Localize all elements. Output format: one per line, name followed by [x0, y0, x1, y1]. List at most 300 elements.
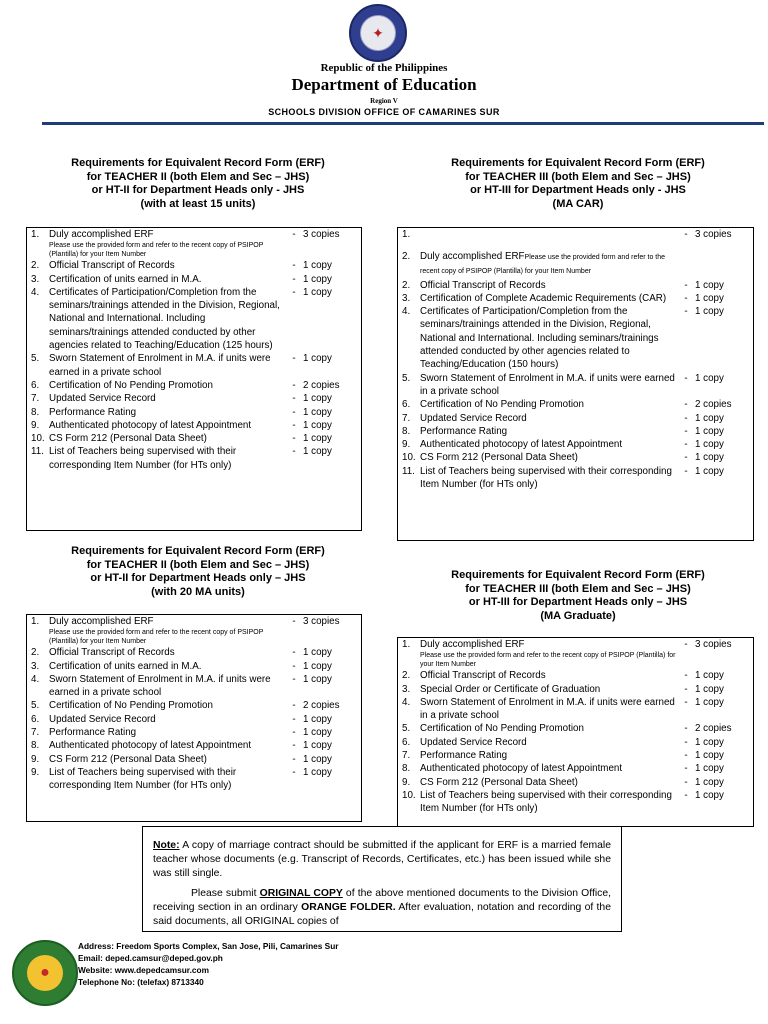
item-number: 9.	[402, 776, 411, 788]
item-quantity: 1 copy	[695, 465, 724, 477]
item-number: 9.	[31, 766, 40, 778]
requirement-row	[27, 660, 361, 673]
item-description	[49, 699, 285, 712]
item-quantity: 1 copy	[303, 740, 332, 752]
item-quantity: 3 copies	[695, 639, 732, 650]
item-description	[49, 673, 285, 700]
item-quantity: 1 copy	[695, 372, 724, 384]
item-number: 4.	[402, 306, 411, 318]
item-text: Special Order or Certificate of Graduation	[420, 683, 601, 695]
item-quantity: 1 copy	[303, 647, 332, 659]
item-description	[49, 286, 285, 352]
note-text: A copy of marriage contract should be submitted if the applicant for ERF is a married female teacher whose documents (e.g. Transcript of Records, Certificates, etc.) has been issued while she was still single.	[153, 840, 611, 879]
item-text: Official Transcript of Records	[49, 260, 175, 272]
item-number: 3.	[31, 273, 40, 285]
item-quantity: 1 copy	[695, 683, 724, 695]
item-number: 2.	[402, 279, 411, 291]
item-number: 4.	[31, 673, 40, 685]
requirement-row	[27, 259, 361, 272]
item-number: 10.	[31, 433, 45, 445]
item-number: 1.	[31, 229, 40, 240]
item-dash: -	[684, 696, 688, 708]
footer-email[interactable]: Email: deped.camsur@deped.gov.ph	[78, 953, 223, 963]
requirement-row	[398, 292, 753, 305]
title-line: Requirements for Equivalent Record Form (ERF)	[451, 157, 705, 169]
title-line: for TEACHER III (both Elem and Sec – JHS)	[465, 170, 691, 183]
title-line: or HT-II for Department Heads only - JHS	[91, 184, 305, 196]
item-text: Authenticated photocopy of latest Appointment	[49, 419, 252, 431]
item-dash: -	[684, 399, 688, 411]
item-text: List of Teachers being supervised with their corresponding Item Number (for HTs only)	[49, 446, 237, 471]
item-quantity: 1 copy	[695, 412, 724, 424]
item-dash: -	[292, 713, 296, 725]
requirement-row	[27, 286, 361, 352]
item-dash: -	[292, 406, 296, 418]
item-dash: -	[684, 683, 688, 695]
item-quantity: 1 copy	[695, 292, 724, 304]
item-description	[49, 379, 285, 392]
item-dash: -	[292, 673, 296, 685]
item-description	[420, 250, 677, 279]
title-line: or HT-II for Department Heads only – JHS	[90, 572, 306, 584]
item-number: 2.	[31, 260, 40, 272]
requirement-row	[27, 406, 361, 419]
submission-note	[142, 826, 622, 932]
sdo-camarines-sur-logo-icon	[12, 940, 78, 1006]
item-description	[420, 412, 677, 425]
note-text: of the above mentioned documents to the Division Office, receiving section in an ordinary	[153, 888, 611, 913]
requirement-row	[398, 465, 753, 492]
item-number: 10.	[402, 789, 416, 801]
item-quantity	[695, 250, 753, 279]
item-dash: -	[684, 723, 688, 735]
item-quantity: 1 copy	[303, 260, 332, 272]
item-text: Sworn Statement of Enrolment in M.A. if units were earned in a private school	[420, 696, 675, 722]
item-dash: -	[684, 229, 688, 240]
item-quantity: 1 copy	[695, 452, 724, 464]
item-number: 6.	[402, 736, 411, 748]
item-number: 2.	[402, 670, 411, 682]
item-description	[420, 722, 677, 735]
item-description	[49, 726, 285, 739]
item-quantity: 1 copy	[695, 670, 724, 682]
item-number: 1.	[402, 229, 411, 240]
requirement-row	[27, 739, 361, 752]
item-description	[420, 762, 677, 775]
item-description	[420, 638, 677, 669]
item-dash: -	[292, 433, 296, 445]
item-text: CS Form 212 (Personal Data Sheet)	[49, 433, 207, 445]
item-dash: -	[292, 419, 296, 431]
item-description	[420, 228, 677, 250]
item-number: 7.	[402, 750, 411, 762]
item-dash: -	[684, 750, 688, 762]
title-line: for TEACHER III (both Elem and Sec – JHS)	[465, 582, 691, 595]
item-description	[49, 753, 285, 766]
item-text: Updated Service Record	[420, 736, 527, 748]
item-dash: -	[684, 452, 688, 464]
item-text: Certificates of Participation/Completion from the seminars/trainings attended in the Division, Regional, National and International. Including seminars/trainings attended conducted by other agencies related to Teaching/Education (150 hours)	[420, 306, 659, 371]
item-quantity: 1 copy	[695, 736, 724, 748]
contact-footer	[78, 940, 339, 988]
item-number: 2.	[402, 251, 411, 262]
item-dash: -	[292, 393, 296, 405]
item-text: Certification of No Pending Promotion	[49, 700, 213, 712]
requirement-row	[398, 250, 753, 279]
department-title: Department of Education	[291, 75, 477, 94]
item-quantity: 1 copy	[303, 286, 332, 298]
requirement-row	[398, 722, 753, 735]
item-quantity: 1 copy	[695, 306, 724, 318]
title-line: or HT-III for Department Heads only – JHS	[468, 596, 688, 608]
item-text: Certification of units earned in M.A.	[49, 660, 202, 672]
requirement-row	[398, 736, 753, 749]
requirement-row	[27, 352, 361, 379]
requirement-row	[398, 638, 753, 669]
item-quantity: 1 copy	[303, 766, 332, 778]
requirement-row	[27, 753, 361, 766]
requirements-box-teacher3-magraduate	[397, 637, 754, 827]
item-description	[49, 352, 285, 379]
requirement-row	[398, 789, 753, 816]
title-line: for TEACHER II (both Elem and Sec – JHS)	[86, 170, 310, 183]
item-description	[420, 438, 677, 451]
republic-heading: Republic of the Philippines	[320, 62, 448, 74]
item-dash: -	[292, 616, 296, 627]
item-quantity: 2 copies	[695, 723, 732, 735]
item-text: Authenticated photocopy of latest Appointment	[49, 740, 252, 752]
item-number: 1.	[402, 639, 411, 650]
item-dash: -	[292, 766, 296, 778]
item-description	[49, 713, 285, 726]
item-number: 6.	[31, 713, 40, 725]
item-quantity: 1 copy	[303, 673, 332, 685]
item-description	[420, 292, 677, 305]
item-number: 3.	[402, 683, 411, 695]
seal-center-icon: ✦	[360, 15, 396, 51]
item-description	[49, 259, 285, 272]
requirement-row	[398, 425, 753, 438]
item-description	[420, 696, 677, 723]
item-description	[49, 739, 285, 752]
item-description	[49, 392, 285, 405]
item-description	[420, 736, 677, 749]
section-title-teacher2-20units	[22, 545, 374, 599]
requirements-box-teacher2-20units	[26, 614, 362, 822]
item-description	[49, 766, 285, 793]
section-title-teacher3-macar	[398, 157, 758, 211]
requirement-row	[398, 228, 753, 250]
item-number: 3.	[31, 660, 40, 672]
requirement-row	[27, 615, 361, 646]
item-description	[49, 445, 285, 472]
item-text: Performance Rating	[420, 425, 508, 437]
item-dash: -	[684, 372, 688, 384]
deped-seal-icon	[349, 4, 407, 62]
item-number: 5.	[402, 723, 411, 735]
requirement-row	[27, 646, 361, 659]
requirement-row	[398, 398, 753, 411]
requirement-row	[398, 305, 753, 371]
item-quantity: 1 copy	[695, 750, 724, 762]
note-label: Note:	[153, 840, 180, 851]
title-line: (with 20 MA units)	[151, 585, 245, 598]
item-dash: -	[292, 273, 296, 285]
item-text: Official Transcript of Records	[420, 279, 546, 291]
footer-telephone: Telephone No: (telefax) 8713340	[78, 977, 204, 987]
requirement-row	[27, 713, 361, 726]
title-line: (MA Graduate)	[540, 609, 616, 622]
item-dash: -	[684, 670, 688, 682]
footer-website[interactable]: Website: www.depedcamsur.com	[78, 965, 209, 975]
item-text: Updated Service Record	[49, 393, 156, 405]
item-description	[420, 465, 677, 492]
item-text: Sworn Statement of Enrolment in M.A. if units were earned in a private school	[420, 372, 675, 397]
item-note: Please use the provided form and refer to the recent copy of PSIPOP (Plantilla) for your Item Number	[420, 254, 666, 276]
item-number: 11.	[402, 465, 415, 477]
item-quantity: 3 copies	[695, 229, 732, 240]
item-text: Duly accomplished ERF	[420, 639, 525, 650]
item-number: 2.	[31, 647, 40, 659]
header-divider	[42, 122, 764, 125]
item-quantity: 1 copy	[695, 696, 724, 708]
item-quantity: 3 copies	[303, 229, 340, 240]
item-text: Performance Rating	[420, 750, 508, 762]
item-quantity: 3 copies	[303, 616, 340, 627]
item-text: Authenticated photocopy of latest Appointment	[420, 439, 623, 451]
item-dash: -	[292, 647, 296, 659]
item-dash: -	[292, 286, 296, 298]
item-description	[49, 615, 285, 646]
item-dash: -	[684, 279, 688, 291]
item-dash	[677, 250, 695, 279]
item-text: Sworn Statement of Enrolment in M.A. if units were earned in a private school	[49, 353, 271, 378]
requirement-row	[398, 696, 753, 723]
item-number: 9.	[31, 753, 40, 765]
item-note: Please use the provided form and refer to the recent copy of PSIPOP (Plantilla) for your Item Number	[49, 242, 264, 259]
item-text: Performance Rating	[49, 406, 137, 418]
item-description	[420, 789, 677, 816]
item-number: 8.	[402, 763, 411, 775]
item-description	[49, 419, 285, 432]
item-text: CS Form 212 (Personal Data Sheet)	[420, 776, 578, 788]
item-dash: -	[684, 789, 688, 801]
section-title-teacher2-15units	[22, 157, 374, 211]
item-description	[420, 683, 677, 696]
item-text: Updated Service Record	[49, 713, 156, 725]
item-dash: -	[684, 292, 688, 304]
requirement-row	[398, 776, 753, 789]
item-quantity: 2 copies	[303, 700, 340, 712]
requirement-row	[27, 699, 361, 712]
requirement-row	[398, 412, 753, 425]
item-dash: -	[684, 465, 688, 477]
item-quantity: 1 copy	[695, 279, 724, 291]
item-dash: -	[292, 446, 296, 458]
item-number: 6.	[402, 399, 411, 411]
item-description	[49, 228, 285, 259]
item-text: Duly accomplished ERF	[49, 229, 154, 240]
item-text: List of Teachers being supervised with their corresponding Item Number (for HTs only)	[420, 465, 672, 491]
title-line: Requirements for Equivalent Record Form (ERF)	[451, 569, 705, 581]
item-dash: -	[684, 425, 688, 437]
item-number: 10.	[402, 452, 416, 464]
item-quantity: 1 copy	[695, 439, 724, 451]
item-number: 1.	[31, 616, 40, 627]
item-quantity: 2 copies	[303, 379, 340, 391]
item-description	[49, 660, 285, 673]
item-quantity: 1 copy	[303, 446, 332, 458]
item-description	[420, 398, 677, 411]
item-number: 5.	[31, 353, 40, 365]
requirement-row	[398, 451, 753, 464]
item-dash: -	[292, 700, 296, 712]
item-number: 7.	[31, 393, 40, 405]
item-text: Certification of No Pending Promotion	[420, 723, 584, 735]
item-description	[49, 406, 285, 419]
item-number: 6.	[31, 379, 40, 391]
item-quantity: 2 copies	[695, 399, 732, 411]
item-description	[49, 432, 285, 445]
item-text: CS Form 212 (Personal Data Sheet)	[49, 753, 207, 765]
item-quantity: 1 copy	[303, 393, 332, 405]
title-line: (with at least 15 units)	[140, 197, 256, 210]
item-quantity: 1 copy	[695, 763, 724, 775]
item-quantity: 1 copy	[303, 753, 332, 765]
item-description	[49, 273, 285, 286]
item-quantity: 1 copy	[303, 727, 332, 739]
requirements-box-teacher3-macar	[397, 227, 754, 541]
section-title-teacher3-magraduate	[398, 569, 758, 623]
requirement-row	[398, 669, 753, 682]
note-paragraph-original-copy	[153, 887, 611, 929]
item-quantity: 1 copy	[303, 713, 332, 725]
requirement-row	[27, 766, 361, 793]
requirement-row	[27, 228, 361, 259]
item-number: 7.	[402, 412, 411, 424]
item-note: Please use the provided form and refer to the recent copy of PSIPOP (Plantilla) for your Item Number	[49, 629, 264, 646]
requirement-row	[27, 419, 361, 432]
item-dash: -	[684, 412, 688, 424]
item-dash: -	[292, 753, 296, 765]
title-line: Requirements for Equivalent Record Form (ERF)	[71, 157, 325, 169]
item-quantity: 1 copy	[303, 353, 332, 365]
item-description	[420, 279, 677, 292]
requirement-row	[398, 683, 753, 696]
requirement-row	[27, 726, 361, 739]
item-number: 8.	[402, 425, 411, 437]
requirement-row	[27, 392, 361, 405]
region-label: Region V	[370, 97, 398, 105]
item-quantity: 1 copy	[303, 419, 332, 431]
item-description	[420, 305, 677, 371]
item-dash: -	[292, 229, 296, 240]
orange-folder-emphasis: ORANGE FOLDER.	[301, 902, 396, 913]
item-number: 3.	[402, 292, 411, 304]
item-number: 8.	[31, 740, 40, 752]
item-text: Official Transcript of Records	[49, 647, 175, 659]
item-description	[420, 749, 677, 762]
item-text: Sworn Statement of Enrolment in M.A. if units were earned in a private school	[49, 673, 271, 699]
item-description	[420, 425, 677, 438]
requirements-box-teacher2-15units	[26, 227, 362, 531]
division-office-label: SCHOOLS DIVISION OFFICE OF CAMARINES SUR	[268, 107, 500, 117]
item-number: 7.	[31, 727, 40, 739]
item-dash: -	[684, 439, 688, 451]
requirement-row	[398, 372, 753, 399]
item-dash: -	[684, 776, 688, 788]
item-text: Authenticated photocopy of latest Appointment	[420, 763, 623, 775]
item-quantity: 1 copy	[695, 425, 724, 437]
note-text: After evaluation, notation and recording of the said documents, all ORIGINAL copies of	[153, 902, 611, 927]
item-dash: -	[684, 736, 688, 748]
original-copy-emphasis: ORIGINAL COPY	[259, 888, 343, 899]
item-dash: -	[292, 353, 296, 365]
item-description	[420, 451, 677, 464]
item-text: Certification of No Pending Promotion	[49, 379, 213, 391]
item-description	[49, 646, 285, 659]
item-dash: -	[292, 660, 296, 672]
item-dash: -	[684, 763, 688, 775]
footer-address: Address: Freedom Sports Complex, San Jose, Pili, Camarines Sur	[78, 941, 339, 951]
title-line: for TEACHER II (both Elem and Sec – JHS)	[86, 558, 310, 571]
item-text: Certification of units earned in M.A.	[49, 273, 202, 285]
item-text: Duly accomplished ERF	[420, 251, 525, 262]
item-dash: -	[292, 740, 296, 752]
item-quantity: 1 copy	[695, 776, 724, 788]
item-dash: -	[292, 727, 296, 739]
item-number: 5.	[31, 700, 40, 712]
item-number: 5.	[402, 372, 411, 384]
item-number: 4.	[31, 286, 40, 298]
requirement-row	[27, 379, 361, 392]
item-text: Performance Rating	[49, 727, 137, 739]
item-number: 11.	[31, 446, 44, 458]
item-dash: -	[292, 260, 296, 272]
item-note: Please use the provided form and refer to the recent copy of PSIPOP (Plantilla) for your Item Number	[420, 652, 676, 669]
item-quantity: 1 copy	[303, 660, 332, 672]
item-text: Updated Service Record	[420, 412, 527, 424]
requirement-row	[27, 445, 361, 472]
item-text: Certification of No Pending Promotion	[420, 399, 584, 411]
item-text: Duly accomplished ERF	[49, 616, 154, 627]
item-number: 9.	[31, 419, 40, 431]
requirement-row	[398, 279, 753, 292]
item-number: 4.	[402, 696, 411, 708]
title-line: Requirements for Equivalent Record Form (ERF)	[71, 545, 325, 557]
requirement-row	[27, 273, 361, 286]
requirement-row	[27, 432, 361, 445]
item-text: Certificates of Participation/Completion from the seminars/trainings attended in the Division, Regional, National and International. Including seminars/trainings attended conducted by other agencies related to Teaching/Education (125 hours)	[49, 286, 280, 352]
item-quantity: 1 copy	[303, 406, 332, 418]
requirement-row	[27, 673, 361, 700]
item-description	[420, 669, 677, 682]
item-text: List of Teachers being supervised with their corresponding Item Number (for HTs only)	[49, 766, 237, 792]
requirement-row	[398, 438, 753, 451]
note-paragraph-marriage	[153, 839, 611, 881]
item-quantity: 1 copy	[303, 273, 332, 285]
item-number: 9.	[402, 439, 411, 451]
item-quantity: 1 copy	[303, 433, 332, 445]
item-text: Official Transcript of Records	[420, 670, 546, 682]
item-number: 8.	[31, 406, 40, 418]
title-line: (MA CAR)	[552, 197, 604, 210]
item-dash: -	[292, 379, 296, 391]
item-text: Certification of Complete Academic Requirements (CAR)	[420, 292, 667, 304]
requirement-row	[398, 762, 753, 775]
requirement-row	[398, 749, 753, 762]
item-text: List of Teachers being supervised with their corresponding Item Number (for HTs only)	[420, 789, 672, 815]
